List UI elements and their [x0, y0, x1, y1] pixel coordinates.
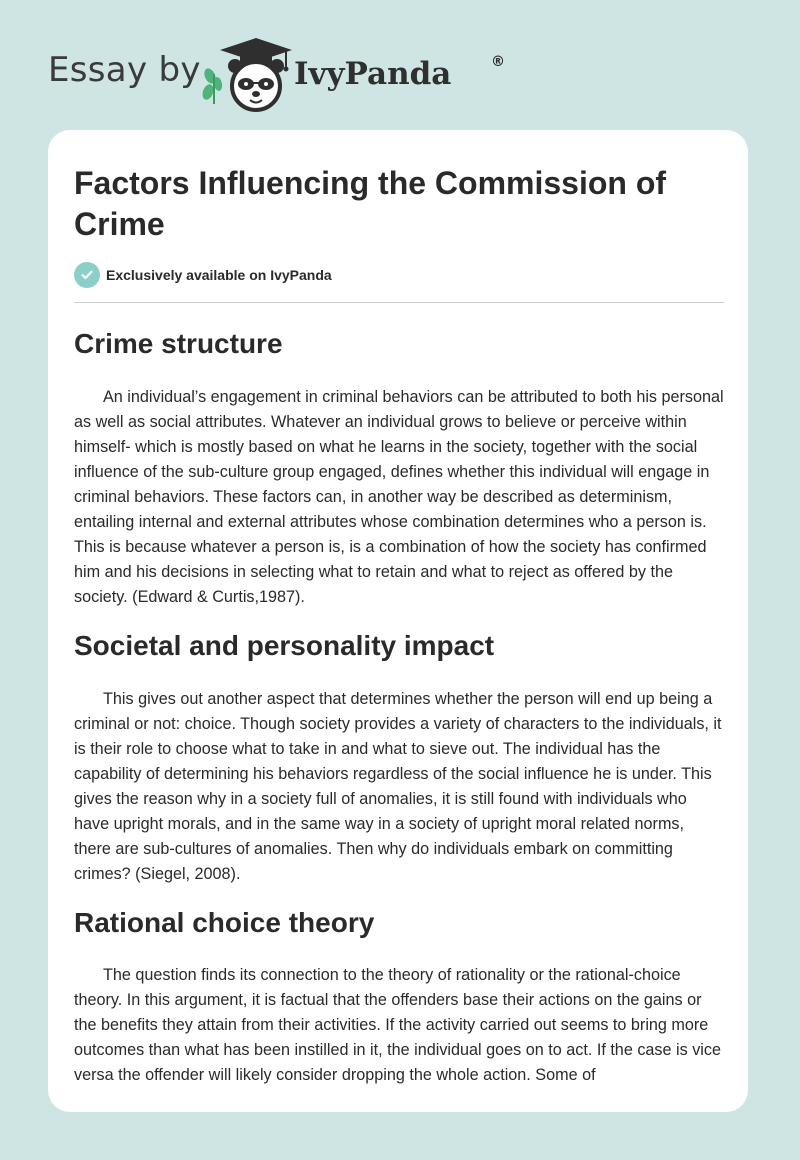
section-paragraph-rational-choice: The question finds its connection to the theory of rationality or the rational-choice theory. In this argument, it is factual that the offenders base their actions on the gains or the benefits they attain from their activities. If the activity carried out seems to bring more outcomes than what has been instilled in it, the individual goes on to act. If the case is vice versa the offender will likely consider dropping the whole action. Some of — [74, 966, 721, 1084]
section-paragraph-crime-structure: An individual’s engagement in criminal behaviors can be attributed to both his personal as well as social attributes. Whatever an individual grows to believe or perceive within himself- which is mostly based on what he learns in the society, together with the social influence of the sub-culture group engaged, defines whether this individual will engage in criminal behaviors. These factors can, in another way be described as determinism, entailing internal and external attributes whose combination determines who a person is. This is because whatever a person is, is a combination of how the society has confirmed him and his decisions in selecting what to retain and what to reject as offered by the society. (Edward & Curtis,1987). — [74, 388, 724, 606]
registered-mark: ® — [491, 54, 505, 70]
badge-text: Exclusively available on IvyPanda — [106, 267, 332, 283]
section-paragraph-societal-impact: This gives out another aspect that determines whether the person will end up being a criminal or not: choice. Though society provides a variety of characters to the individuals, it is their role to choose what to take in and what to sieve out. The individual has the capability of determining his behaviors regardless of the social influence he is under. This gives the reason why in a society full of anomalies, it is still found with individuals who have upright morals, and in the same way in a society of upright moral related norms, there are sub-cultures of anomalies. Then why do individuals embark on committing crimes? (Siegel, 2008). — [74, 690, 722, 883]
divider — [74, 302, 724, 303]
essay-title: Factors Influencing the Commission of Crime — [74, 165, 667, 242]
section-heading-rational-choice: Rational choice theory — [74, 907, 375, 938]
brand-name: IvyPanda — [294, 56, 452, 92]
essay-card — [48, 130, 748, 1112]
section-heading-societal-impact: Societal and personality impact — [74, 630, 495, 661]
exclusive-badge — [74, 261, 332, 289]
brand-prefix: Essay by — [48, 50, 201, 90]
panda-graduate-icon — [200, 34, 292, 114]
brand-logo[interactable] — [48, 34, 528, 114]
section-heading-crime-structure: Crime structure — [74, 328, 283, 359]
check-circle-icon — [74, 262, 100, 288]
